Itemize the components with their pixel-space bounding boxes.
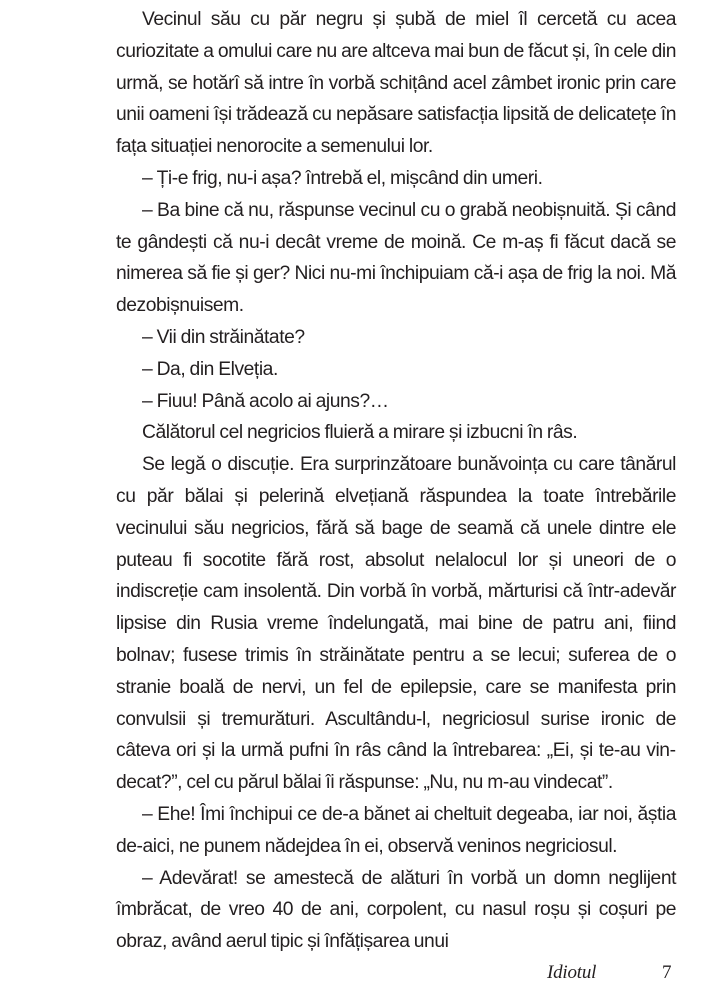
page-body xyxy=(116,4,676,958)
paragraph: – Ba bine că nu, răspunse vecinul cu o grabă neobișnuită. Și când te gândești că nu-i decât vreme de moină. Ce m-aș fi făcut dacă se nimerea să fie și ger? Nici nu-mi închipuiam că-i așa de frig la noi. Mă dezobișnuisem. xyxy=(116,199,676,317)
paragraph: Se legă o discuție. Era surprinzătoare bunăvoința cu care tânărul cu păr bălai și pelerină elvețiană răspundea la toate întrebările vecinului său negricios, fără să bage de seamă că unele dintre ele puteau fi socotite fără rost, absolut nelalocul lor și uneori de o indiscreție cam insolentă. Din vorbă în vorbă, mărturisi că într-adevăr lipsise din Rusia vreme îndelungată, mai bine de patru ani, fiind bolnav; fusese trimis în străinătate pentru a se lecui; suferea de o stranie boală de nervi, un fel de epilepsie, care se manifesta prin convulsii și tremurături. Ascultându-l, negriciosul surise ironic de câteva ori și la urmă pufni în râs când la întrebarea: „Ei, și te-au vindecat?”, cel cu părul bălai îi răspunse: „Nu, nu m-au vindecat”. xyxy=(116,454,676,794)
paragraph: Vecinul său cu păr negru și șubă de miel îl cercetă cu acea curiozitate a omului care nu are altceva mai bun de făcut și, în cele din urmă, se hotărî să intre în vorbă schițând acel zâmbet ironic prin care unii oameni își trădează cu nepăsare satisfacția lipsită de delicatețe în fața situației nenorocite a semenului lor. xyxy=(116,9,677,158)
paragraph: – Ehe! Îmi închipui ce de-a bănet ai cheltuit degeaba, iar noi, ăștia de-aici, ne punem nădejdea în ei, observă veninos negriciosul. xyxy=(116,803,676,857)
paragraph: – Adevărat! se amestecă de alături în vorbă un domn neglijent îmbrăcat, de vreo 40 de ani, corpolent, cu nasul roșu și coșuri pe obraz, având aerul tipic și înfățișarea unui xyxy=(116,867,676,953)
paragraph: – Vii din străinătate? xyxy=(142,326,305,348)
page-number: 7 xyxy=(662,962,672,983)
paragraph: – Ți-e frig, nu-i așa? întrebă el, mișcând din umeri. xyxy=(142,167,543,189)
paragraph: Călătorul cel negricios fluieră a mirare și izbucni în râs. xyxy=(142,422,578,444)
running-footer-title: Idiotul xyxy=(547,962,597,983)
paragraph: – Fiuu! Până acolo ai ajuns?… xyxy=(142,390,389,412)
paragraph: – Da, din Elveția. xyxy=(142,358,278,380)
